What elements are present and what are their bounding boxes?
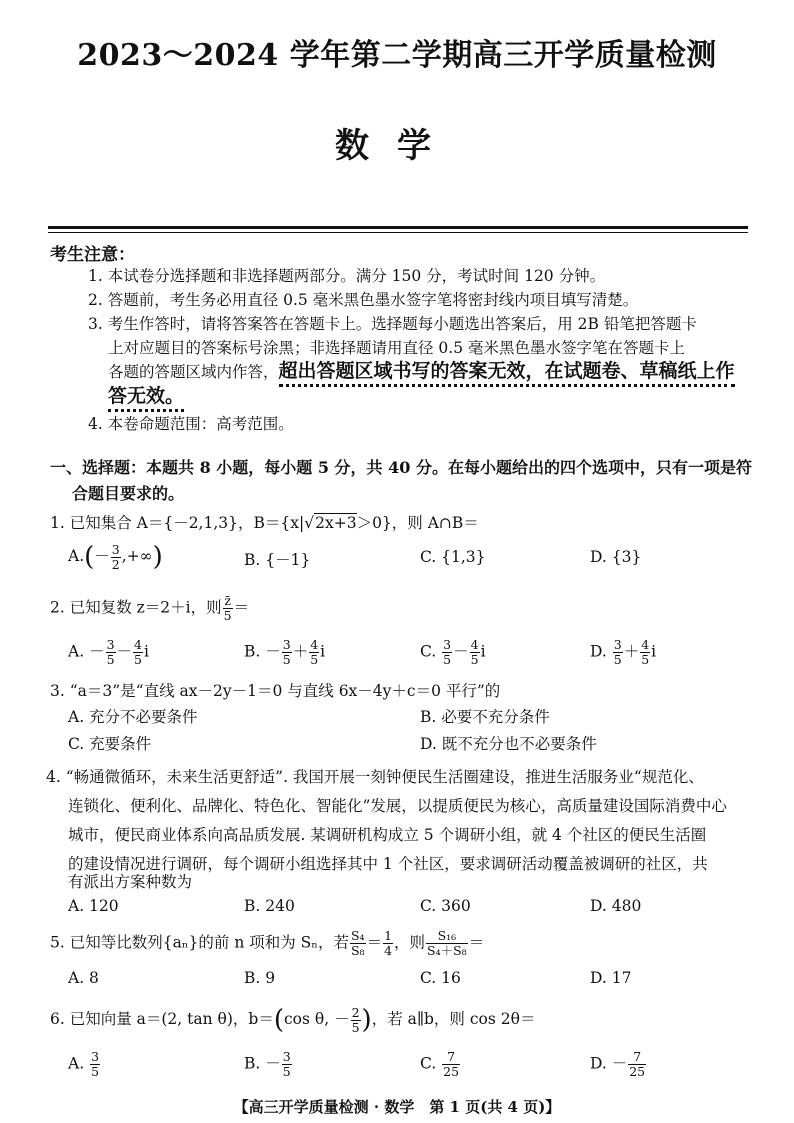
frac bbox=[282, 1050, 292, 1079]
q4-option-b: B. 240 bbox=[244, 897, 295, 915]
frac bbox=[442, 1050, 460, 1079]
frac bbox=[470, 638, 480, 667]
opt-label: B. － bbox=[244, 1054, 281, 1073]
opt-label: C. bbox=[420, 1054, 442, 1073]
header-rule-thin bbox=[48, 232, 748, 233]
paren-left: ( bbox=[273, 1005, 284, 1035]
header-rule-thick bbox=[48, 226, 748, 229]
q1-a-fraction bbox=[111, 543, 121, 572]
frac bbox=[442, 638, 452, 667]
frac-den: 5 bbox=[351, 1019, 360, 1035]
opt-label: B. － bbox=[244, 642, 281, 661]
question-4-line-1: 4. “畅通微循环，未来生活更舒适”. 我国开展一刻钟便民生活圈建设，推进生活服务业“规范化、 bbox=[46, 768, 704, 786]
frac-den: 4 bbox=[384, 942, 393, 958]
frac bbox=[282, 638, 292, 667]
notice-heading: 考生注意： bbox=[50, 245, 135, 265]
paren-left: ( bbox=[84, 542, 95, 572]
frac-num: 3 bbox=[613, 637, 622, 652]
frac bbox=[640, 638, 650, 667]
notice-item-3-line-1: 3. 考生作答时，请将答案答在答题卡上。选择题每小题选出答案后，用 2B 铅笔把答题卡 bbox=[88, 315, 697, 333]
frac-den: 25 bbox=[629, 1063, 646, 1079]
imag-unit: i bbox=[320, 642, 326, 661]
frac bbox=[106, 638, 116, 667]
q2-fraction bbox=[223, 594, 233, 623]
notice-item-1: 1. 本试卷分选择题和非选择题两部分。满分 150 分，考试时间 120 分钟。 bbox=[88, 267, 606, 285]
opt-label: A. bbox=[68, 1054, 90, 1073]
frac-den: S₄＋S₈ bbox=[427, 942, 467, 958]
q6-stem-b: ，若 a∥b，则 cos 2θ＝ bbox=[371, 1010, 536, 1028]
frac-den: S₈ bbox=[350, 942, 365, 958]
q3-option-d: D. 既不充分也不必要条件 bbox=[420, 735, 597, 753]
frac-den: 5 bbox=[282, 651, 291, 667]
frac-den: 2 bbox=[111, 556, 120, 572]
frac-num: 2 bbox=[351, 1004, 360, 1020]
frac-den: 5 bbox=[223, 607, 232, 623]
q5-option-d: D. 17 bbox=[590, 969, 632, 987]
frac-num: 1 bbox=[384, 928, 393, 943]
paren-right: ) bbox=[152, 542, 163, 572]
section-1-line-1: 一、选择题：本题共 8 小题，每小题 5 分，共 40 分。在每小题给出的四个选项中，只有一项是符 bbox=[50, 458, 752, 477]
frac-num: 4 bbox=[310, 637, 319, 652]
question-1-stem bbox=[50, 511, 479, 533]
frac-den: 5 bbox=[443, 651, 452, 667]
eq-sign: ＝ bbox=[366, 933, 383, 952]
q1-option-c: C. {1,3} bbox=[420, 548, 486, 566]
q1-a-post: ,+∞ bbox=[121, 547, 153, 565]
frac-den: 5 bbox=[134, 651, 142, 667]
frac-num: 4 bbox=[470, 637, 479, 652]
q2-stem-b: ＝ bbox=[233, 598, 250, 617]
frac-num: 4 bbox=[134, 637, 142, 652]
q3-option-c: C. 充要条件 bbox=[68, 735, 152, 753]
q6-option-d bbox=[590, 1050, 647, 1079]
q5-stem-c: ＝ bbox=[468, 933, 485, 952]
notice-item-3-line-3 bbox=[108, 356, 735, 383]
frac-num: 3 bbox=[443, 637, 452, 652]
notice-item-3-line-4 bbox=[108, 381, 184, 408]
frac-num: 3 bbox=[282, 1049, 291, 1064]
frac bbox=[133, 638, 143, 667]
opt-label: C. bbox=[420, 642, 442, 661]
q1-option-b: B. {－1} bbox=[244, 551, 311, 569]
question-5-stem bbox=[50, 929, 484, 958]
q1-option-a: A.(－ $\frac{3}{2}$ ,+∞) bbox=[68, 541, 163, 572]
frac-den: 25 bbox=[443, 1063, 460, 1079]
frac bbox=[90, 1050, 100, 1079]
q4-option-a: A. 120 bbox=[68, 897, 119, 915]
frac bbox=[628, 1050, 646, 1079]
q1-a-label: A. bbox=[68, 547, 85, 565]
frac-den: 5 bbox=[106, 651, 115, 667]
frac-den: 5 bbox=[641, 651, 650, 667]
frac-num: 7 bbox=[628, 1050, 646, 1065]
question-4-line-2: 连锁化、便利化、品牌化、特色化、智能化”发展，以提质便民为核心，高质量建设国际消费中心 bbox=[68, 797, 727, 815]
notice-item-2: 2. 答题前，考生务必用直径 0.5 毫米黑色墨水签字笔将密封线内项目填写清楚。 bbox=[88, 291, 639, 309]
q3-option-a: A. 充分不必要条件 bbox=[68, 708, 198, 726]
sqrt-sign: √ bbox=[304, 514, 315, 532]
q6-option-c bbox=[420, 1050, 461, 1079]
q4-option-d: D. 480 bbox=[590, 897, 642, 915]
frac-num: S₁₆ bbox=[426, 929, 468, 944]
frac-num: 3 bbox=[91, 1049, 100, 1064]
frac-num: 3 bbox=[106, 637, 115, 652]
frac bbox=[613, 638, 623, 667]
imag-unit: i bbox=[480, 642, 486, 661]
frac-den: 5 bbox=[282, 1063, 291, 1079]
q2-option-b bbox=[244, 638, 325, 667]
notice-item-3-text: 各题的答题区域内作答， bbox=[108, 363, 279, 381]
question-4-line-4: 的建设情况进行调研，每个调研小组选择其中 1 个社区，要求调研活动覆盖被调研的社区，共 bbox=[68, 855, 708, 873]
question-4-line-5: 有派出方案种数为 bbox=[68, 873, 193, 891]
q4-option-c: C. 360 bbox=[420, 897, 471, 915]
imag-unit: i bbox=[143, 642, 149, 661]
exam-title: 2023～2024 学年第二学期高三开学质量检测 bbox=[77, 38, 717, 73]
frac-num: 4 bbox=[641, 637, 650, 652]
q5-stem-a: 5. 已知等比数列{aₙ}的前 n 项和为 Sₙ，若 bbox=[50, 933, 349, 952]
question-2-stem bbox=[50, 594, 249, 623]
notice-emphasis: 超出答题区域书写的答案无效，在试题卷、草稿纸上作 bbox=[279, 360, 735, 387]
frac-den: 5 bbox=[613, 651, 622, 667]
section-1-line-2: 合题目要求的。 bbox=[72, 484, 185, 503]
opt-label: D. － bbox=[590, 1054, 628, 1073]
q6-option-a bbox=[68, 1050, 101, 1079]
q1-stem-b: ＞0}，则 A∩B＝ bbox=[356, 514, 479, 532]
q6-inner: cos θ, － bbox=[283, 1010, 350, 1028]
op: ＋ bbox=[292, 642, 309, 661]
q5-option-a: A. 8 bbox=[68, 969, 99, 987]
q1-radicand: 2x+3 bbox=[315, 514, 357, 532]
notice-item-3-line-2: 上对应题目的答案标号涂黑；非选择题请用直径 0.5 毫米黑色墨水签字笔在答题卡上 bbox=[108, 339, 686, 357]
page-footer: 【高三开学质量检测 · 数学 第 1 页(共 4 页)】 bbox=[233, 1098, 561, 1116]
frac-den: 5 bbox=[310, 651, 319, 667]
op: ＋ bbox=[623, 642, 640, 661]
frac-num: 3 bbox=[282, 637, 291, 652]
opt-label: D. bbox=[590, 642, 612, 661]
q6-fraction bbox=[351, 1006, 361, 1035]
notice-item-4: 4. 本卷命题范围：高考范围。 bbox=[88, 415, 294, 433]
notice-emphasis-end: 答无效。 bbox=[108, 385, 184, 412]
q5-fraction-1 bbox=[350, 929, 366, 958]
q6-stem-a: 6. 已知向量 a＝(2, tan θ)，b＝ bbox=[50, 1010, 274, 1028]
q2-stem-a: 2. 已知复数 z＝2＋i，则 bbox=[50, 598, 222, 617]
frac bbox=[309, 638, 319, 667]
imag-unit: i bbox=[651, 642, 657, 661]
q3-option-b: B. 必要不充分条件 bbox=[420, 708, 550, 726]
q5-stem-b: ，则 bbox=[394, 933, 426, 952]
frac-num: S₄ bbox=[350, 928, 365, 943]
q2-option-d bbox=[590, 638, 656, 667]
frac-den: 5 bbox=[470, 651, 479, 667]
q5-fraction-2 bbox=[383, 929, 393, 958]
op: － bbox=[453, 642, 469, 661]
frac-num: 7 bbox=[442, 1050, 460, 1065]
paren-right: ) bbox=[361, 1005, 372, 1035]
q2-option-a bbox=[68, 638, 149, 667]
q1-stem-a: 1. 已知集合 A＝{－2,1,3}，B＝{x| bbox=[50, 514, 305, 532]
q2-option-c bbox=[420, 638, 486, 667]
q5-option-b: B. 9 bbox=[244, 969, 276, 987]
q6-option-b bbox=[244, 1050, 293, 1079]
q1-option-d: D. {3} bbox=[590, 548, 642, 566]
op: － bbox=[116, 642, 133, 661]
q5-option-c: C. 16 bbox=[420, 969, 461, 987]
subject-title: 数学 bbox=[335, 126, 459, 166]
frac-den: 5 bbox=[91, 1063, 100, 1079]
question-4-line-3: 城市，便民商业体系向高品质发展. 某调研机构成立 5 个调研小组，就 4 个社区的便民生活圈 bbox=[68, 826, 707, 844]
frac-num: 3 bbox=[111, 541, 120, 557]
frac-num: z̄ bbox=[224, 593, 231, 608]
question-3-stem: 3. “a＝3”是“直线 ax－2y－1＝0 与直线 6x－4y＋c＝0 平行”的 bbox=[50, 682, 501, 700]
opt-label: A. － bbox=[68, 642, 105, 661]
q5-fraction-3 bbox=[426, 929, 468, 958]
question-6-stem bbox=[50, 1005, 535, 1035]
